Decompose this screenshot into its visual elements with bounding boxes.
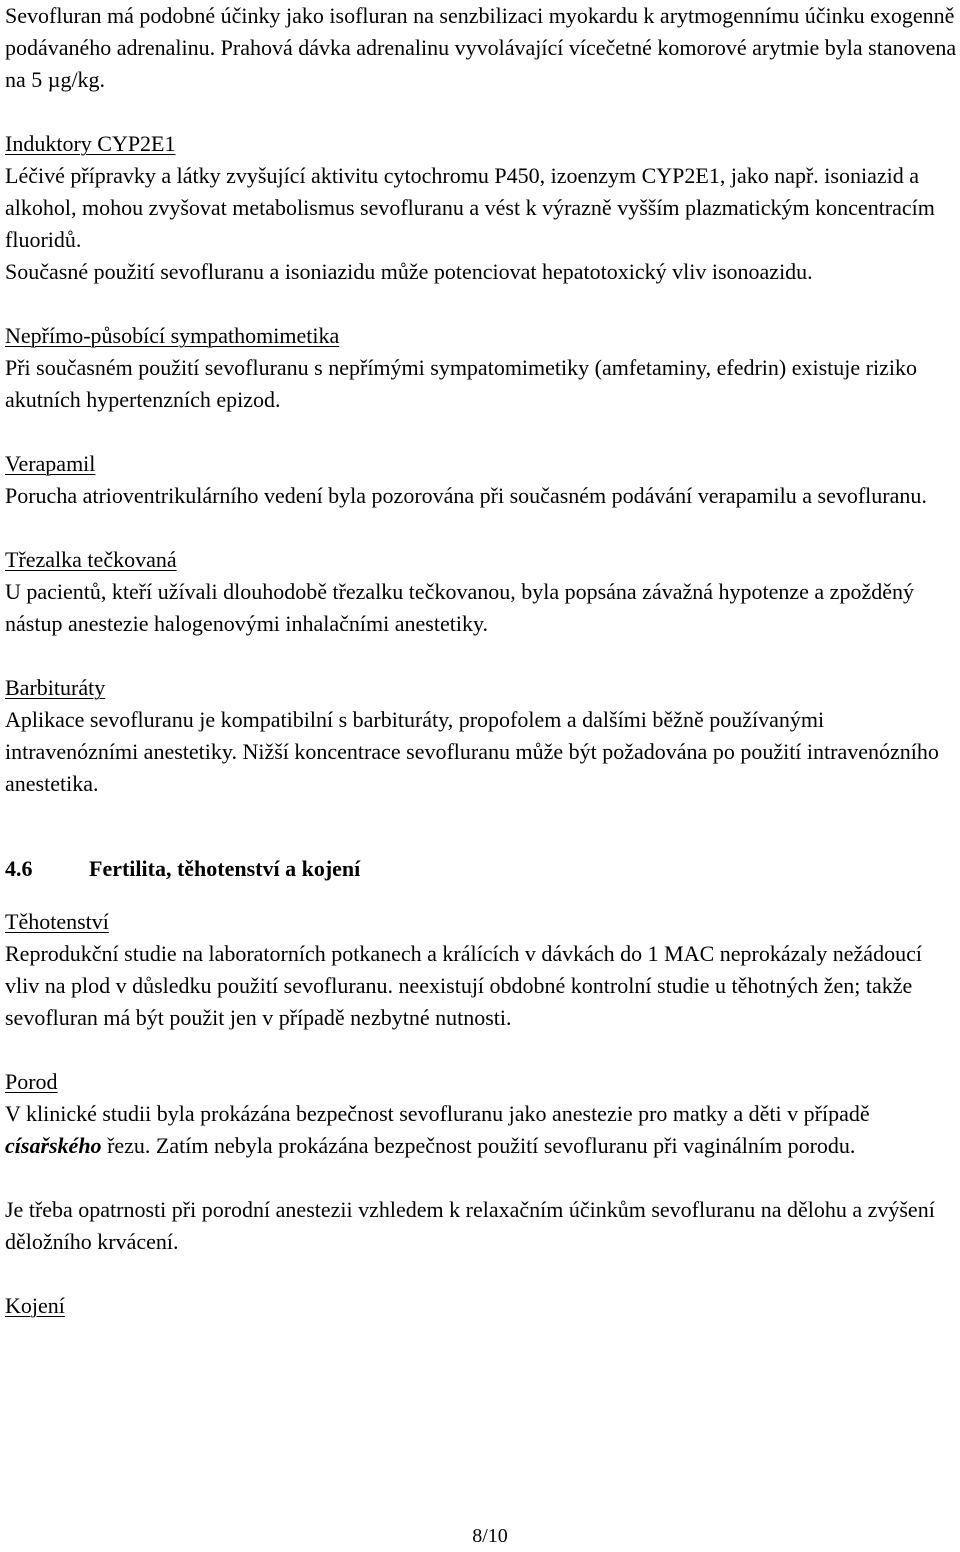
tehotenstvi-paragraph: Reprodukční studie na laboratorních potkanech a králících v dávkách do 1 MAC neprokázaly nežádoucí vliv na plod v důsledku použití sevofluranu. neexistují obdobné kontrolní studie u těhotných žen; takže sevofluran má být použit jen v případě nezbytné nutnosti. — [5, 941, 922, 1030]
spacer — [5, 288, 960, 320]
barbituraty-heading: Barbituráty — [5, 675, 106, 700]
spacer — [5, 640, 960, 672]
sympatho-paragraph: Při současném použití sevofluranu s nepřímými sympatomimetiky (amfetaminy, efedrin) existuje riziko akutních hypertenzních epizod. — [5, 355, 917, 412]
section-heading — [5, 853, 960, 885]
document-page — [5, 0, 960, 1322]
tehotenstvi-heading: Těhotenství — [5, 909, 109, 934]
spacer — [5, 96, 960, 128]
verapamil-paragraph: Porucha atrioventrikulárního vedení byla pozorována při současném podávání verapamilu a sevofluranu. — [5, 483, 927, 508]
cyp-heading: Induktory CYP2E1 — [5, 131, 176, 156]
verapamil-heading: Verapamil — [5, 451, 96, 476]
sympatho-heading: Nepřímo-působící sympathomimetika — [5, 323, 340, 348]
section-title: Fertilita, těhotenství a kojení — [89, 856, 361, 881]
kojeni-heading: Kojení — [5, 1293, 65, 1318]
porod-paragraph-2: Je třeba opatrnosti při porodní anestezii vzhledem k relaxačním účinkům sevofluranu na dělohu a zvýšení děložního krvácení. — [5, 1197, 935, 1254]
cyp-paragraph-2: Současné použití sevofluranu a isoniazidu může potenciovat hepatotoxický vliv isonoazidu. — [5, 259, 813, 284]
trezalka-paragraph: U pacientů, kteří užívali dlouhodobě třezalku tečkovanou, byla popsána závažná hypotenze a zpožděný nástup anestezie halogenovými inhalačními anestetiky. — [5, 579, 914, 636]
porod-text-after: řezu. Zatím nebyla prokázána bezpečnost použití sevofluranu při vaginálním porodu. — [101, 1133, 856, 1158]
cyp-paragraph: Léčivé přípravky a látky zvyšující aktivitu cytochromu P450, izoenzym CYP2E1, jako např. isoniazid a alkohol, mohou zvyšovat metabolismus sevofluranu a vést k výrazně vyšším plazmatickým koncentracím fluoridů. — [5, 163, 935, 252]
spacer — [5, 1162, 960, 1194]
porod-text-before: V klinické studii byla prokázána bezpečnost sevofluranu jako anestezie pro matky a děti v případě — [5, 1101, 870, 1126]
porod-heading: Porod — [5, 1069, 58, 1094]
spacer — [5, 512, 960, 544]
section-number: 4.6 — [5, 856, 33, 881]
spacer — [5, 416, 960, 448]
intro-paragraph: Sevofluran má podobné účinky jako isofluran na senzbilizaci myokardu k arytmogennímu účinku exogenně podávaného adrenalinu. Prahová dávka adrenalinu vyvolávající vícečetné komorové arytmie byla stanovena na 5 µg/kg. — [5, 3, 957, 92]
porod-paragraph — [5, 1098, 960, 1162]
page-number: 8/10 — [472, 1525, 508, 1547]
trezalka-heading: Třezalka tečkovaná — [5, 547, 177, 572]
spacer — [5, 1258, 960, 1290]
spacer — [5, 1034, 960, 1066]
porod-emphasis: císařského — [5, 1133, 102, 1158]
barbituraty-paragraph: Aplikace sevofluranu je kompatibilní s barbituráty, propofolem a dalšími běžně používanými intravenózními anestetiky. Nižší koncentrace sevofluranu může být požadována po použití intravenózního anestetika. — [5, 707, 939, 796]
